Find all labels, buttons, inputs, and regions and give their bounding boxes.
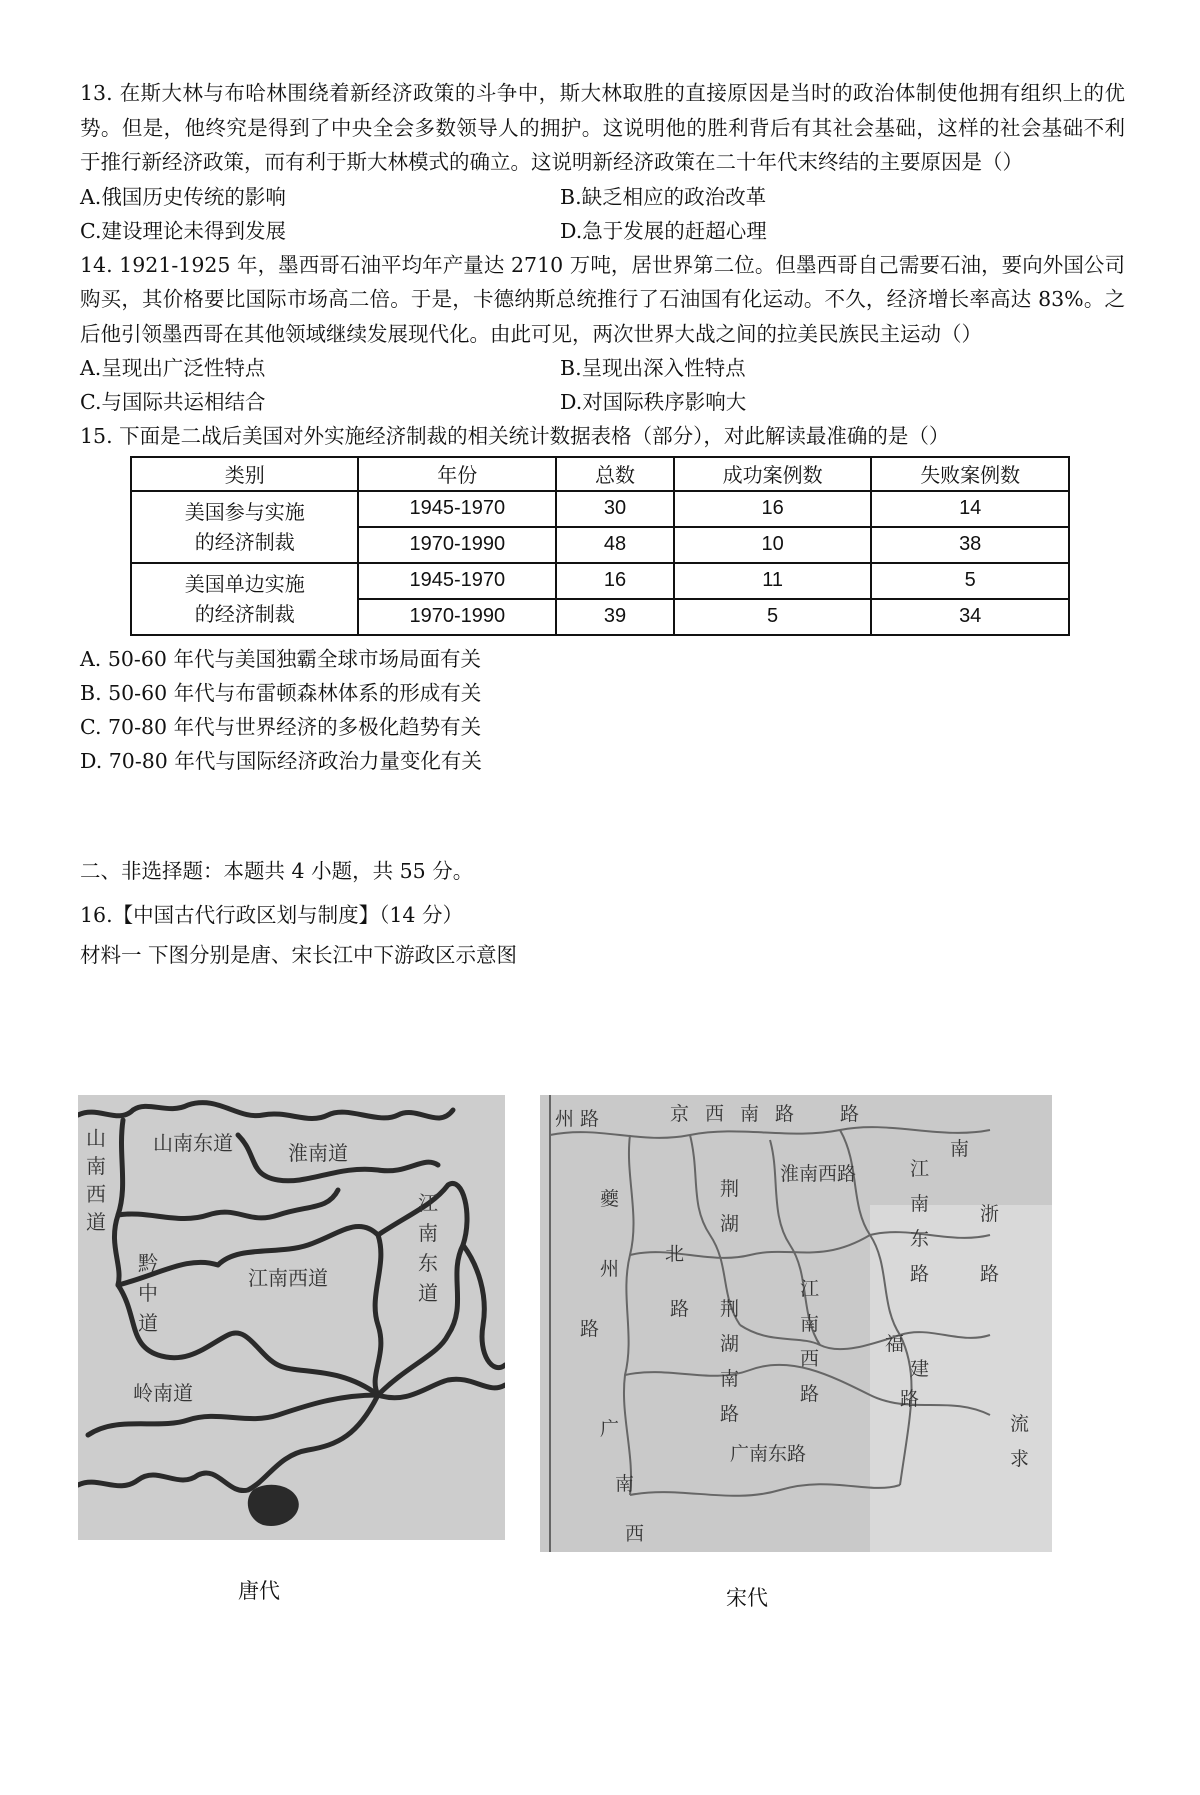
table-header: 总数: [556, 457, 674, 491]
tang-map-drawing: [78, 1095, 505, 1540]
song-label: 建: [910, 1358, 930, 1380]
option-d[interactable]: D. 70-80 年代与国际经济政治力量变化有关: [80, 748, 482, 773]
song-label: 南: [740, 1103, 760, 1125]
failure-cell: 34: [871, 599, 1069, 635]
question-15-options: [80, 642, 1125, 778]
song-label: 西: [625, 1523, 645, 1545]
song-label: 路: [670, 1298, 690, 1320]
song-label: 南: [615, 1473, 635, 1495]
question-13-options: [80, 180, 1125, 248]
song-label: 州: [600, 1258, 620, 1280]
question-14-stem: 14. 1921-1925 年，墨西哥石油平均年产量达 2710 万吨，居世界第二位。但墨西哥自己需要石油，要向外国公司购买，其价格要比国际市场高二倍。于是，卡德纳斯总统推行了石油国有化运动。不久，经济增长率高达 83%。之后他引领墨西哥在其他领域继续发展现代化。由此可见，两次世界大战之间的拉美民族民主运动（）: [80, 252, 1125, 346]
song-label: 西: [705, 1103, 725, 1125]
song-label: 浙: [980, 1203, 1000, 1225]
success-cell: 5: [674, 599, 872, 635]
tang-label: 山南东道: [153, 1131, 233, 1155]
tang-label: 山: [86, 1126, 106, 1150]
option-a[interactable]: A. 50-60 年代与美国独霸全球市场局面有关: [80, 646, 481, 671]
year-cell: 1945-1970: [358, 563, 556, 599]
failure-cell: 14: [871, 491, 1069, 527]
song-map-caption: 宋代: [726, 1586, 768, 1610]
tang-label: 南: [86, 1154, 106, 1178]
tang-map-caption: 唐代: [238, 1579, 280, 1603]
tang-label: 江: [418, 1191, 438, 1215]
year-cell: 1970-1990: [358, 527, 556, 563]
question-15: [80, 419, 1125, 778]
category-line: 美国单边实施: [184, 571, 305, 596]
failure-cell: 38: [871, 527, 1069, 563]
song-label: 路: [775, 1103, 795, 1125]
category-line: 的经济制裁: [194, 601, 295, 626]
table-row: [131, 563, 1069, 599]
maps-figure: [78, 1095, 1078, 1615]
song-label: 荆: [720, 1178, 740, 1200]
song-label: 路: [580, 1318, 600, 1340]
song-label: 路: [580, 1108, 600, 1130]
song-label: 路: [900, 1388, 920, 1410]
option-b[interactable]: B.呈现出深入性特点: [560, 356, 746, 380]
tang-label: 淮南道: [288, 1141, 348, 1165]
song-label: 南: [950, 1138, 970, 1160]
question-14-options: [80, 351, 1125, 419]
year-cell: 1970-1990: [358, 599, 556, 635]
song-map: [540, 1095, 1052, 1552]
total-cell: 30: [556, 491, 674, 527]
year-cell: 1945-1970: [358, 491, 556, 527]
song-label: 江: [800, 1278, 820, 1300]
section-2-heading: 二、非选择题：本题共 4 小题，共 55 分。: [80, 858, 474, 883]
option-c[interactable]: C. 70-80 年代与世界经济的多极化趋势有关: [80, 714, 482, 739]
tang-label: 东: [418, 1251, 438, 1275]
category-line: 的经济制裁: [194, 529, 295, 554]
table-row: [131, 491, 1069, 527]
song-label: 京: [670, 1103, 690, 1125]
total-cell: 39: [556, 599, 674, 635]
material-1-intro: 材料一 下图分别是唐、宋长江中下游政区示意图: [80, 942, 518, 967]
song-label: 荆: [720, 1298, 740, 1320]
song-label: 路: [840, 1103, 860, 1125]
tang-label: 道: [138, 1311, 158, 1335]
tang-label: 南: [418, 1221, 438, 1245]
category-cell: [131, 491, 358, 563]
song-label: 东: [910, 1228, 930, 1250]
song-label: 流: [1010, 1413, 1030, 1435]
option-a[interactable]: A.呈现出广泛性特点: [80, 356, 266, 380]
question-16-title: 16.【中国古代行政区划与制度】（14 分）: [80, 902, 463, 927]
success-cell: 11: [674, 563, 872, 599]
song-label: 西: [800, 1348, 820, 1370]
tang-map: [78, 1095, 505, 1540]
exam-page: [80, 76, 1125, 972]
song-label: 路: [720, 1403, 740, 1425]
song-label: 南: [800, 1313, 820, 1335]
category-line: 美国参与实施: [184, 499, 305, 524]
song-label: 路: [980, 1263, 1000, 1285]
song-label: 淮南西路: [780, 1163, 857, 1185]
sanctions-table: [130, 456, 1070, 636]
song-label: 湖: [720, 1333, 740, 1355]
song-label: 求: [1010, 1448, 1030, 1470]
table-header: 年份: [358, 457, 556, 491]
question-13: [80, 76, 1125, 248]
tang-label: 道: [86, 1210, 106, 1234]
question-15-stem: 15. 下面是二战后美国对外实施经济制裁的相关统计数据表格（部分），对此解读最准确的是（）: [80, 424, 950, 448]
category-cell: [131, 563, 358, 635]
total-cell: 48: [556, 527, 674, 563]
tang-label: 江南西道: [248, 1266, 328, 1290]
song-label: 夔: [600, 1188, 620, 1210]
tang-label: 道: [418, 1281, 438, 1305]
song-label: 南: [910, 1193, 930, 1215]
option-c[interactable]: C.与国际共运相结合: [80, 390, 266, 414]
option-d[interactable]: D.对国际秩序影响大: [560, 390, 747, 414]
success-cell: 10: [674, 527, 872, 563]
song-label: 路: [800, 1383, 820, 1405]
option-b[interactable]: B. 50-60 年代与布雷顿森林体系的形成有关: [80, 680, 482, 705]
song-label: 州: [555, 1108, 575, 1130]
table-header: 成功案例数: [674, 457, 872, 491]
tang-label: 西: [86, 1182, 106, 1206]
song-label: 北: [665, 1243, 685, 1265]
option-b[interactable]: B.缺乏相应的政治改革: [560, 184, 767, 209]
tang-label: 黔: [138, 1251, 158, 1275]
song-map-drawing: [540, 1095, 1052, 1552]
song-label: 广: [600, 1418, 620, 1440]
tang-label: 中: [138, 1281, 158, 1305]
song-label: 路: [910, 1263, 930, 1285]
table-header: 失败案例数: [871, 457, 1069, 491]
success-cell: 16: [674, 491, 872, 527]
option-a[interactable]: A.俄国历史传统的影响: [80, 184, 286, 209]
song-label: 江: [910, 1158, 930, 1180]
song-label: 福: [885, 1333, 905, 1355]
option-d[interactable]: D.急于发展的赶超心理: [560, 218, 767, 243]
option-c[interactable]: C.建设理论未得到发展: [80, 218, 286, 243]
table-header: 类别: [131, 457, 358, 491]
tang-label: 岭南道: [133, 1381, 193, 1405]
question-13-stem: 13. 在斯大林与布哈林围绕着新经济政策的斗争中，斯大林取胜的直接原因是当时的政治体制使他拥有组织上的优势。但是，他终究是得到了中央全会多数领导人的拥护。这说明他的胜利背后有其社会基础，这样的社会基础不利于推行新经济政策，而有利于斯大林模式的确立。这说明新经济政策在二十年代末终结的主要原因是（）: [80, 81, 1125, 174]
question-14: [80, 248, 1125, 420]
song-label: 广南东路: [730, 1443, 807, 1465]
total-cell: 16: [556, 563, 674, 599]
song-label: 南: [720, 1368, 740, 1390]
table-header-row: [131, 457, 1069, 491]
failure-cell: 5: [871, 563, 1069, 599]
song-label: 湖: [720, 1213, 740, 1235]
